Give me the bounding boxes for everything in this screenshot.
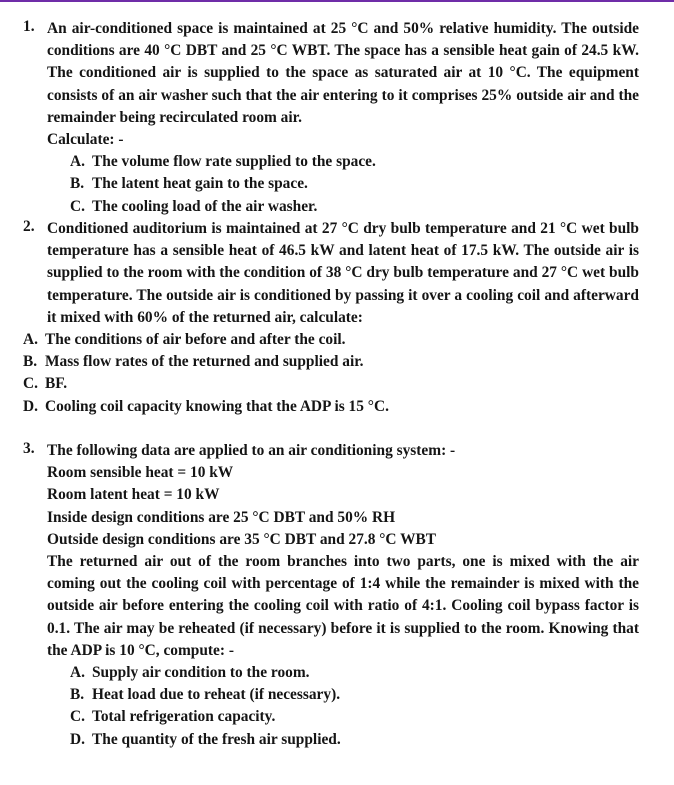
item-label: C. (70, 198, 85, 215)
item-text: The latent heat gain to the space. (92, 175, 308, 192)
question-number: 1. (23, 18, 35, 35)
question-intro: The following data are applied to an air conditioning system: - (47, 442, 456, 459)
item-label: D. (70, 731, 85, 748)
item-text: The conditions of air before and after the coil. (45, 331, 346, 348)
list-item (70, 706, 275, 728)
item-text: Cooling coil capacity knowing that the ADP is 15 °C. (45, 398, 389, 415)
data-line: Room latent heat = 10 kW (47, 486, 220, 503)
item-label: B. (23, 353, 38, 370)
list-item (70, 151, 376, 173)
data-line: Inside design conditions are 25 °C DBT and 50% RH (47, 509, 396, 526)
item-label: A. (70, 664, 85, 681)
question-number: 3. (23, 440, 35, 457)
list-item (23, 329, 346, 351)
list-item (23, 351, 364, 373)
item-label: D. (23, 398, 38, 415)
item-label: A. (23, 331, 38, 348)
list-item (70, 196, 317, 218)
top-accent-line (0, 0, 674, 2)
item-text: Mass flow rates of the returned and supplied air. (45, 353, 364, 370)
question-text: An air-conditioned space is maintained at 25 °C and 50% relative humidity. The outside conditions are 40 °C DBT and 25 °C WBT. The space has a sensible heat gain of 24.5 kW. The conditioned air is supplied to the space as saturated air at 10 °C. The equipment consists of an air washer such that the air entering to it comprises 25% outside air and the remainder being recirculated room air. (47, 20, 639, 126)
item-text: Supply air condition to the room. (92, 664, 310, 681)
question-text: Conditioned auditorium is maintained at 27 °C dry bulb temperature and 21 °C wet bulb temperature has a sensible heat of 46.5 kW and latent heat of 17.5 kW. The outside air is supplied to the room with the condition of 38 °C dry bulb temperature and 27 °C wet bulb temperature. The outside air is conditioned by passing it over a cooling coil and afterward it mixed with 60% of the returned air, calculate: (47, 220, 639, 326)
item-text: The volume flow rate supplied to the space. (92, 153, 376, 170)
item-text: BF. (45, 375, 68, 392)
item-label: B. (70, 686, 85, 703)
item-text: Heat load due to reheat (if necessary). (92, 686, 341, 703)
list-item (70, 729, 341, 751)
data-line: Outside design conditions are 35 °C DBT and 27.8 °C WBT (47, 531, 437, 548)
item-label: B. (70, 175, 85, 192)
item-label: C. (23, 375, 38, 392)
data-line: Room sensible heat = 10 kW (47, 464, 234, 481)
question-number: 2. (23, 218, 35, 235)
item-text: Total refrigeration capacity. (92, 708, 276, 725)
list-item (23, 396, 389, 418)
item-label: A. (70, 153, 85, 170)
list-item (70, 684, 340, 706)
item-text: The quantity of the fresh air supplied. (92, 731, 341, 748)
list-item (23, 373, 67, 395)
question-text: The returned air out of the room branches into two parts, one is mixed with the air coming out the cooling coil with percentage of 1:4 while the remainder is mixed with the outside air before entering the cooling coil with ratio of 4:1. Cooling coil bypass factor is 0.1. The air may be reheated (if necessary) before it is supplied to the room. Knowing that the ADP is 10 °C, compute: - (47, 553, 639, 659)
item-label: C. (70, 708, 85, 725)
item-text: The cooling load of the air washer. (92, 198, 318, 215)
question-prompt: Calculate: - (47, 131, 124, 148)
list-item (70, 662, 310, 684)
list-item (70, 173, 308, 195)
